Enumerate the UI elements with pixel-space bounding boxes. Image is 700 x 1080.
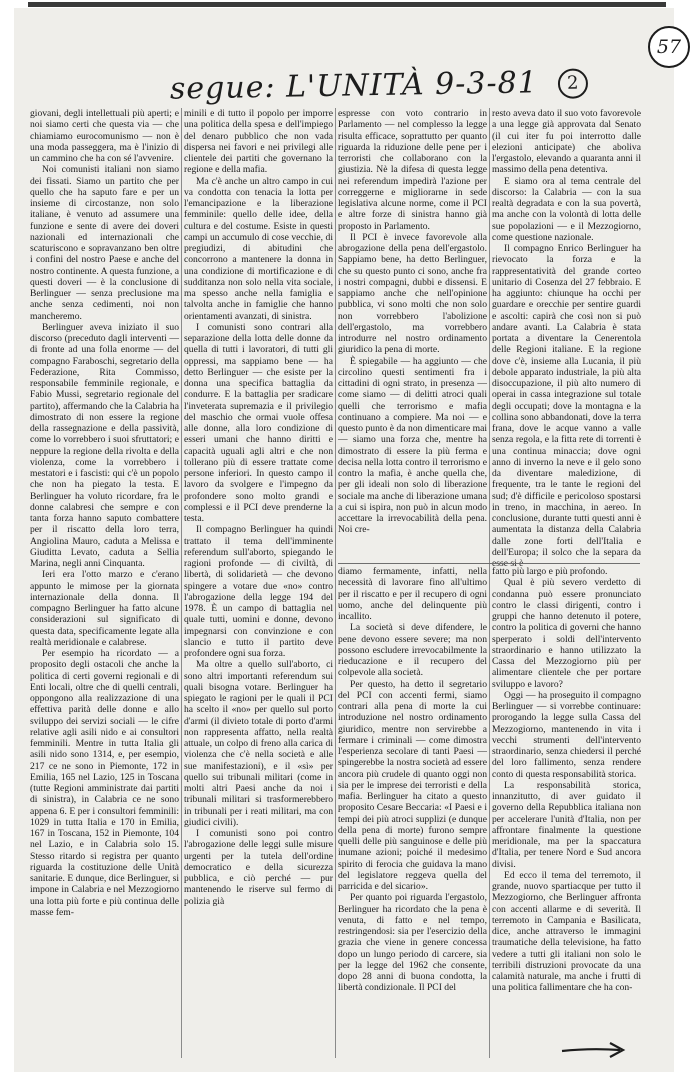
- article-column-1: [30, 108, 179, 1060]
- paragraph: Ieri era l'otto marzo e c'erano appunto le mimose per la giornata internazionale della donna. Il compagno Berlinguer ha fatto alcune considerazioni sul significato di questa data, specificamente legate alla realtà meridionale e calabrese.: [30, 569, 179, 648]
- paragraph: Il PCI è invece favorevole alla abrogazione della pena dell'ergastolo. Sappiamo bene, ha detto Berlinguer, che su questo punto ci sono, anche fra i nostri compagni, dubbi e dissensi. E sappiamo anche che nell'opinione pubblica, vi sono molti che non solo non vorrebbero l'abolizione dell'ergastolo, ma vorrebbero introdurre nel nostro ordinamento giuridico la pena di morte.: [338, 231, 487, 356]
- continue-arrow-icon: [560, 1038, 630, 1060]
- paragraph: Per questo, ha detto il segretario del PCI con accenti fermi, siamo contrari alla pena di morte la cui introduzione nel nostro ordinamento giuridico, mentre non servirebbe a fermare i criminali — come dimostra l'esperienza secolare di tanti Paesi — spingerebbe la nostra società ad essere ancora più crudele di quanto oggi non sia per le imprese dei terroristi e della mafia. Berlinguer ha citato a questo proposito Cesare Beccaria: «I Paesi e i tempi dei più atroci supplizi (e dunque della pena di morte) furono sempre quelli delle più sanguinose e delle più inumane azioni; poiché il medesimo spirito di ferocia che guidava la mano del legislatore reggeva quella del parricida e del sicario».: [338, 678, 487, 892]
- paragraph: Il compagno Berlinguer ha quindi trattato il tema dell'imminente referendum sull'aborto, spiegando le ragioni profonde — di civiltà, di libertà, di solidarietà — che devono spingere a votare due «no» contro l'abrogazione della legge 194 del 1978. È un campo di battaglia nel quale tutti, uomini e donne, devono impegnarsi con convinzione e con slancio e tutto il partito deve profondere ogni sua forza.: [184, 524, 333, 659]
- article-column-2: [184, 108, 333, 1060]
- paragraph: minili e di tutto il popolo per imporre una politica della spesa e dell'impiego del denaro pubblico che non vada dispersa nei favori e nei privilegi alle clientele dei partiti che governano la regione e della mafia.: [184, 108, 333, 176]
- paragraph: La società si deve difendere, le pene devono essere severe; ma non possono escludere irrevocabilmente la rieducazione e il recupero del colpevole alla società.: [338, 622, 487, 679]
- section-separator: [338, 563, 640, 564]
- top-edge-rule: [28, 2, 666, 7]
- paragraph: Ma oltre a quello sull'aborto, ci sono altri importanti referendum sui quali bisogna votare. Berlinguer ha spiegato le ragioni per le quali il PCI ha scelto il «no» per quello sul porto d'armi (il divieto totale di porto d'armi non rappresenta affatto, nella realtà attuale, un colpo di freno alla carica di violenza che c'è nella società e alle sue manifestazioni), e il «sì» per quello sui tribunali militari (come in molti altri Paesi anche da noi i tribunali militari si trasformerebbero in tribunali per i reati militari, ma con giudici civili).: [184, 659, 333, 828]
- heading-text: segue: L'UNITÀ 9-3-81: [169, 65, 539, 107]
- paragraph: Ma c'è anche un altro campo in cui va condotta con tenacia la lotta per l'emancipazione e la liberazione femminile: quello delle idee, della cultura e del costume. Esiste in questi campi un accumulo di cose vecchie, di pregiudizi, di abitudini che concorrono a mantenere la donna in una condizione di mortificazione e di sudditanza non solo nella vita sociale, ma spesso anche nella famiglia e talvolta anche in famiglie che hanno orientamenti avanzati, di sinistra.: [184, 175, 333, 322]
- paragraph: Qual è più severo verdetto di condanna può essere pronunciato contro le classi dirigenti, contro i gruppi che hanno detenuto il potere, contro la politica di governi che hanno sperperato i soldi dell'intervento straordinario e hanno utilizzato la Cassa del Mezzogiorno più per alimentare clientele che per portare sviluppo e lavoro?: [492, 577, 641, 690]
- paragraph: giovani, degli intellettuali più aperti; e noi siamo certi che questa via — che chiamiamo eurocomunismo — non è una moda passeggera, ma è l'inizio di un cammino che ha con sé l'avvenire.: [30, 108, 179, 164]
- paragraph: espresse con voto contrario in Parlamento — nel complesso la legge risulta efficace, soprattutto per quanto riguarda la riduzione delle pene per i terroristi che collaborano con la giustizia. Nè la difesa di questa legge nei referendum impedirà l'azione per correggerne e migliorarne in sede legislativa alcune norme, come il PCI e altre forze di sinistra hanno già proposto in Parlamento.: [338, 108, 487, 232]
- paragraph: Noi comunisti italiani non siamo dei fissati. Siamo un partito che per quello che ha saputo fare e per un insieme di circostanze, non solo italiane, è venuto ad assumere una funzione e sente di avere dei doveri nazionali ed internazionali che scaturiscono e sopravanzano ben oltre i confini del nostro Paese e anche del nostro continente. A questa funzione, a questi doveri — è la conclusione di Berlinguer — senza preclusione ma anche senza cedimenti, noi non mancheremo.: [30, 164, 179, 322]
- paragraph: Berlinguer aveva iniziato il suo discorso (preceduto dagli interventi — di fronte ad una folla enorme — del compagno Faraboschi, segretario della Federazione, Rita Commisso, responsabile femminile regionale, e Fabio Mussi, segretario regionale del partito), affermando che la Calabria ha dimostrato di non essere la regione della rassegnazione e della passività, come lo vorrebbero i suoi sfruttatori; e neppure la regione della rivolta e della violenza, come la vorrebbero i mestatori e i fascisti: qui c'è un popolo che non ha piegato la testa. E Berlinguer ha voluto ricordare, fra le donne calabresi che sempre e con tanta forza hanno saputo combattere per il riscatto della loro terra, Angiolina Mauro, caduta a Melissa e Giuditta Levato, caduta a Sellia Marina, negli anni Cinquanta.: [30, 321, 179, 569]
- article-column-3: [338, 108, 487, 1060]
- paragraph: È spiegabile — ha aggiunto — che circolino questi sentimenti fra i cittadini di ogni strato, in presenza — come siamo — di delitti atroci quali quelli che terrorismo e mafia continuano a compiere. Ma noi — e questo punto è da non dimenticare mai — siamo una forza che, mentre ha dimostrato di essere la più ferma e decisa nella lotta contro il terrorismo e contro la mafia, è anche quella che, per gli ideali non solo di liberazione sociale ma anche di liberazione umana a cui si ispira, non può in alcun modo accettare la irrevocabilità della pena. Noi cre-: [338, 355, 487, 536]
- column-divider: [335, 108, 336, 1058]
- paragraph: I comunisti sono poi contro l'abrogazione delle leggi sulle misure urgenti per la tutela dell'ordine democratico e della sicurezza pubblica, e ciò perché — pur mantenendo le riserve sul fermo di polizia già: [184, 828, 333, 907]
- column-divider: [489, 108, 490, 1058]
- paragraph: Ed ecco il tema del terremoto, il grande, nuovo spartiacque per tutto il Mezzogiorno, che Berlinguer affronta con accenti allarme e di severità. Il terremoto in Campania e Basilicata, dice, anche attraverso le immagini traumatiche della televisione, ha fatto vedere a tutti gli italiani non solo le terribili distruzioni provocate da una calamità naturale, ma anche i frutti di una politica fallimentare che ha con-: [492, 869, 641, 994]
- circled-page-number: 57: [648, 26, 690, 68]
- circled-section-number: 2: [558, 68, 589, 99]
- paragraph: Il compagno Enrico Berlinguer ha rievocato la forza e la rappresentatività del grande corteo unitario di Cosenza del 27 febbraio. E ha aggiunto: chiunque ha occhi per guardare e orecchie per sentire guardi e ascolti: capirà che così non si può andare avanti. La Calabria è stata portata a diventare la Cenerentola delle Regioni italiane. E la regione dove c'è, insieme alla Lucania, il più debole apparato industriale, la più alta disoccupazione, il più alto numero di operai in cassa integrazione sul totale degli occupati; dove la montagna e la collina sono abbandonati, dove la terra frana, dove le acque vanno a valle senza regola, e la fitta rete di torrenti è una continua minaccia; dove ogni anno di inverno la neve e il gelo sono da diventare maledizione, di frequente, tra le tante le regioni del sud; d'è difficile e pericoloso spostarsi in treno, in macchina, in aereo. In conclusione, durante tutti questi anni è aumentata la distanza della Calabria dalle zone forti dell'Italia e dell'Europa; il solco che la separa da: [492, 243, 641, 558]
- article-column-4: [492, 108, 641, 1060]
- paragraph: E siamo ora al tema centrale del discorso: la Calabria — con la sua realtà degradata e con la sua povertà, ma anche con la volontà di lotta delle sue popolazioni — e il Mezzogiorno, come questione nazionale.: [492, 175, 641, 243]
- paragraph: fatto più largo e più profondo.: [492, 566, 608, 577]
- paragraph: resto aveva dato il suo voto favorevole a una legge già approvata dal Senato (il cui iter fu poi interrotto dalle elezioni anticipate) che aboliva l'ergastolo, elevando a quaranta anni il massimo della pena detentiva.: [492, 108, 641, 176]
- paragraph: Oggi — ha proseguito il compagno Berlinguer — si vorrebbe continuare: prorogando la legge sulla Cassa del Mezzogiorno, mantenendo in vita i vecchi strumenti dell'intervento straordinario, senza chiedersi il perché del loro fallimento, senza rendere conto di questa responsabilità storica.: [492, 689, 641, 780]
- column-3-upper-block: [338, 108, 487, 560]
- handwritten-heading: [170, 64, 591, 111]
- paragraph: diamo fermamente, infatti, nella necessità di lavorare fino all'ultimo per il riscatto e per il recupero di ogni uomo, anche del delinquente più incallito.: [338, 566, 487, 622]
- paragraph: Per quanto poi riguarda l'ergastolo, Berlinguer ha ricordato che la pena è venuta, di fatto e nel tempo, restringendosi: sia per l'esercizio della grazia che viene in genere concessa dopo un lungo periodo di carcere, sia per la legge del 1962 che consente, dopo 28 anni di buona condotta, la libertà condizionale. Il PCI del: [338, 892, 487, 994]
- paragraph: La responsabilità storica, innanzitutto, di aver guidato il governo della Repubblica italiana non per accelerare l'unità d'Italia, non per affrontare finalmente la questione meridionale, ma per la spaccatura d'Italia, per tenere Nord e Sud ancora divisi.: [492, 779, 641, 870]
- column-divider: [181, 108, 182, 1058]
- paragraph: Per esempio ha ricordato — a proposito degli ostacoli che anche la politica di certi governi regionali e di Enti locali, oltre che di quelli centrali, oppongono alla realizzazione di una effettiva parità delle donne e allo sviluppo dei servizi sociali — le cifre relative agli asili nido e ai consultori femminili. Mentre in tutta Italia gli asili nido sono 1314, e, per esempio, 217 ce ne sono in Piemonte, 172 in Emilia, 165 nel Lazio, 125 in Toscana (tutte Regioni amministrate dai partiti di sinistra), in Calabria ce ne sono appena 6. E per i consultori femminili: 1029 in tutta Italia e 170 in Emilia, 167 in Toscana, 152 in Piemonte, 104 nel Lazio, e in Calabria solo 15. Stesso ritardo si registra per quanto riguarda la costituzione delle Unità sanitarie. E dunque, dice Berlinguer, si impone in Calabria e nel Mezzogiorno una lotta più forte e più continua delle masse fem-: [30, 648, 179, 918]
- paragraph: I comunisti sono contrari alla separazione della lotta delle donne da quella di tutti i lavoratori, di tutti gli oppressi, ma sappiamo bene — ha detto Berlinguer — che esiste per la donna una specifica battaglia da condurre. E la battaglia per sradicare l'inveterata supremazia e il privilegio del maschio che ormai vuole offesa alle donne, alla loro condizione di esseri umani che hanno diritti e capacità uguali agli altri e che non tollerano più di essere trattate come persone inferiori. In questo campo il lavoro da svolgere e l'impegno da profondere sono molto grandi e complessi e il PCI deve prenderne la testa.: [184, 321, 333, 524]
- column-4-upper-block: [492, 108, 641, 560]
